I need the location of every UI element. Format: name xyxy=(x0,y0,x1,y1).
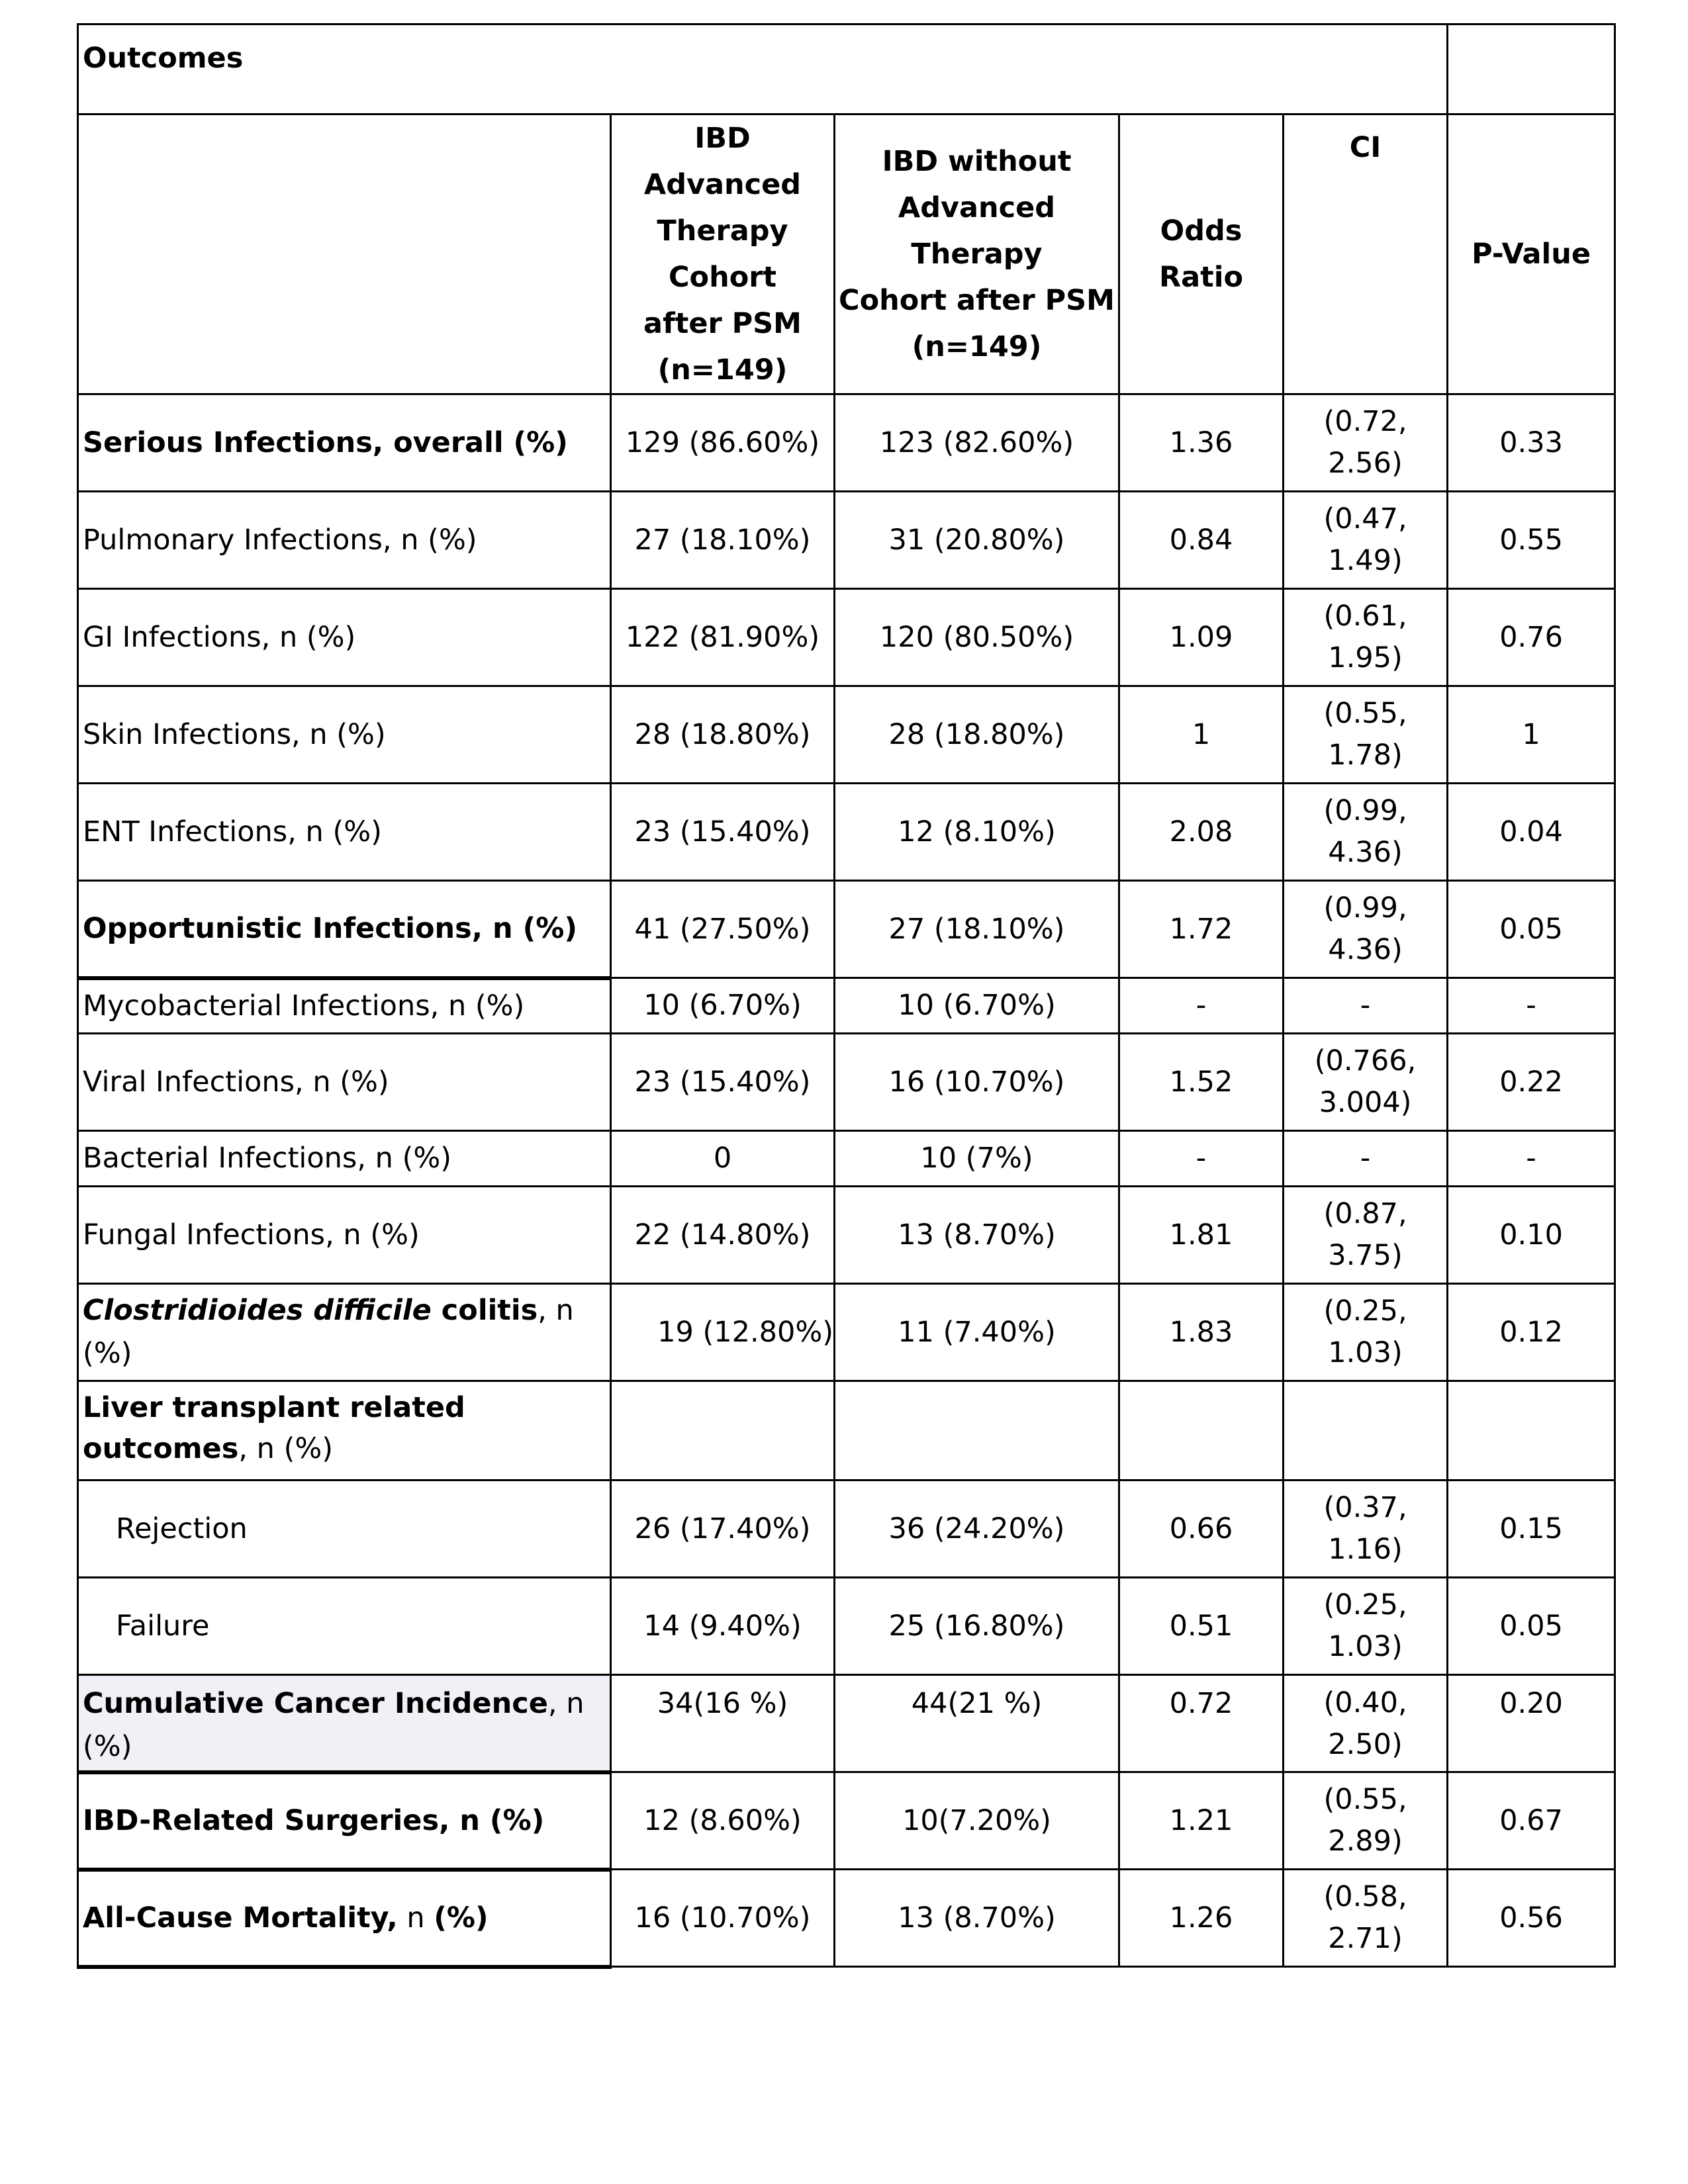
row-label-suffix: , n (%) xyxy=(83,1294,574,1370)
odds-ratio-value: 0.51 xyxy=(1119,1578,1284,1675)
row-label-text: Clostridioides difficile xyxy=(83,1294,432,1327)
ci-value xyxy=(1284,1772,1448,1870)
row-label xyxy=(78,1381,611,1480)
without-value: 44(21 %) xyxy=(835,1675,1119,1772)
p-value: 0.22 xyxy=(1448,1034,1615,1131)
outcomes-table xyxy=(77,23,1616,1969)
header-advanced-line2: Therapy Cohort xyxy=(657,214,788,294)
ci-value xyxy=(1284,1578,1448,1675)
row-label xyxy=(78,1131,611,1187)
table-row xyxy=(78,1131,1615,1187)
header-advanced-therapy xyxy=(611,114,835,394)
ci-upper: 2.50) xyxy=(1328,1728,1403,1761)
without-value: 12 (8.10%) xyxy=(835,784,1119,881)
header-without-therapy xyxy=(835,114,1119,394)
ci-lower: (0.99, xyxy=(1323,891,1407,925)
ci-value xyxy=(1284,1284,1448,1381)
odds-ratio-value: 1.83 xyxy=(1119,1284,1284,1381)
ci-lower: - xyxy=(1360,1142,1371,1175)
table-row xyxy=(78,881,1615,978)
ci-value xyxy=(1284,492,1448,589)
row-label xyxy=(78,784,611,881)
row-label-text: Skin Infections, n (%) xyxy=(83,717,386,751)
ci-value xyxy=(1284,978,1448,1034)
without-value: 13 (8.70%) xyxy=(835,1870,1119,1967)
table-row xyxy=(78,589,1615,686)
header-without-line4: (n=149) xyxy=(912,330,1042,363)
table-row xyxy=(78,1284,1615,1381)
ci-upper: 2.71) xyxy=(1328,1922,1403,1955)
ci-value xyxy=(1284,1870,1448,1967)
odds-ratio-value: 1 xyxy=(1119,686,1284,784)
advanced-value: 22 (14.80%) xyxy=(611,1187,835,1284)
p-value: - xyxy=(1448,1131,1615,1187)
row-label-suffix: , n (%) xyxy=(83,1687,585,1763)
header-without-line2: Advanced Therapy xyxy=(898,191,1056,271)
p-value: 0.20 xyxy=(1448,1675,1615,1772)
ci-lower: - xyxy=(1360,989,1371,1022)
odds-ratio-value: 1.09 xyxy=(1119,589,1284,686)
header-p-value: P-Value xyxy=(1448,114,1615,394)
odds-ratio-value: 2.08 xyxy=(1119,784,1284,881)
ci-upper: 1.49) xyxy=(1328,544,1403,577)
row-label-text: Mycobacterial Infections, n (%) xyxy=(83,989,525,1023)
row-label-text: Serious Infections, overall (%) xyxy=(83,426,568,459)
ci-value xyxy=(1284,394,1448,492)
ci-upper: 1.95) xyxy=(1328,641,1403,674)
table-row xyxy=(78,1480,1615,1578)
ci-value xyxy=(1284,686,1448,784)
ci-lower: (0.25, xyxy=(1323,1295,1407,1328)
without-value: 13 (8.70%) xyxy=(835,1187,1119,1284)
without-value xyxy=(835,1381,1119,1480)
advanced-value xyxy=(611,1381,835,1480)
header-without-line1: IBD without xyxy=(882,145,1072,178)
row-label xyxy=(78,1578,611,1675)
without-value: 10 (7%) xyxy=(835,1131,1119,1187)
ci-upper: 3.004) xyxy=(1319,1086,1412,1119)
ci-lower: (0.55, xyxy=(1323,1783,1407,1816)
row-label xyxy=(78,589,611,686)
p-value: 0.04 xyxy=(1448,784,1615,881)
row-label-text: Bacterial Infections, n (%) xyxy=(83,1142,452,1175)
p-value: 0.05 xyxy=(1448,1578,1615,1675)
p-value: 0.76 xyxy=(1448,589,1615,686)
row-label xyxy=(78,1772,611,1870)
table-title: Outcomes xyxy=(78,24,1448,114)
table-row xyxy=(78,394,1615,492)
ci-upper: 4.36) xyxy=(1328,933,1403,966)
odds-ratio-value: - xyxy=(1119,1131,1284,1187)
ci-value xyxy=(1284,784,1448,881)
without-value: 10(7.20%) xyxy=(835,1772,1119,1870)
advanced-value: 19 (12.80%) xyxy=(611,1284,835,1381)
p-value: 0.15 xyxy=(1448,1480,1615,1578)
odds-ratio-value: 0.84 xyxy=(1119,492,1284,589)
advanced-value: 10 (6.70%) xyxy=(611,978,835,1034)
header-row xyxy=(78,114,1615,394)
table-row xyxy=(78,1187,1615,1284)
advanced-value: 16 (10.70%) xyxy=(611,1870,835,1967)
ci-value xyxy=(1284,1131,1448,1187)
ci-lower: (0.61, xyxy=(1323,600,1407,633)
row-label-text: ENT Infections, n (%) xyxy=(83,815,382,848)
advanced-value: 23 (15.40%) xyxy=(611,784,835,881)
without-value: 36 (24.20%) xyxy=(835,1480,1119,1578)
ci-lower: (0.25, xyxy=(1323,1588,1407,1621)
ci-value xyxy=(1284,1034,1448,1131)
row-label-text: Pulmonary Infections, n (%) xyxy=(83,523,477,557)
table-row xyxy=(78,492,1615,589)
ci-lower: (0.55, xyxy=(1323,697,1407,730)
row-label xyxy=(78,686,611,784)
ci-lower: (0.47, xyxy=(1323,502,1407,535)
advanced-value: 23 (15.40%) xyxy=(611,1034,835,1131)
advanced-value: 27 (18.10%) xyxy=(611,492,835,589)
advanced-value: 28 (18.80%) xyxy=(611,686,835,784)
row-label-text: Rejection xyxy=(116,1512,248,1545)
odds-ratio-value: 1.26 xyxy=(1119,1870,1284,1967)
table-row xyxy=(78,1381,1615,1480)
odds-ratio-value: - xyxy=(1119,978,1284,1034)
p-value: 1 xyxy=(1448,686,1615,784)
ci-value xyxy=(1284,1187,1448,1284)
advanced-value: 122 (81.90%) xyxy=(611,589,835,686)
without-value: 10 (6.70%) xyxy=(835,978,1119,1034)
header-odds-ratio: Odds Ratio xyxy=(1119,114,1284,394)
table-title-empty-cell xyxy=(1448,24,1615,114)
without-value: 28 (18.80%) xyxy=(835,686,1119,784)
ci-value xyxy=(1284,589,1448,686)
ci-upper: 1.03) xyxy=(1328,1630,1403,1663)
ci-lower: (0.37, xyxy=(1323,1491,1407,1524)
ci-upper: 1.16) xyxy=(1328,1533,1403,1566)
table-title-row xyxy=(78,24,1615,114)
row-label-text: GI Infections, n (%) xyxy=(83,620,356,654)
row-label xyxy=(78,394,611,492)
row-label xyxy=(78,881,611,978)
odds-ratio-value: 1.72 xyxy=(1119,881,1284,978)
row-label-text: Opportunistic Infections, n (%) xyxy=(83,911,578,945)
row-label-mid: colitis xyxy=(431,1294,538,1327)
without-value: 120 (80.50%) xyxy=(835,589,1119,686)
ci-upper: 1.03) xyxy=(1328,1336,1403,1369)
ci-lower: (0.72, xyxy=(1323,405,1407,438)
p-value: 0.56 xyxy=(1448,1870,1615,1967)
row-label xyxy=(78,1870,611,1967)
p-value: - xyxy=(1448,978,1615,1034)
advanced-value: 129 (86.60%) xyxy=(611,394,835,492)
ci-lower: (0.99, xyxy=(1323,794,1407,827)
header-advanced-line4: (n=149) xyxy=(657,353,788,387)
ci-upper: 2.89) xyxy=(1328,1825,1403,1858)
ci-lower: (0.87, xyxy=(1323,1197,1407,1230)
table-row xyxy=(78,686,1615,784)
odds-ratio-value: 1.52 xyxy=(1119,1034,1284,1131)
ci-value xyxy=(1284,881,1448,978)
row-label xyxy=(78,1187,611,1284)
header-advanced-line3: after PSM xyxy=(643,307,802,340)
table-row xyxy=(78,1578,1615,1675)
table-row xyxy=(78,1870,1615,1967)
advanced-value: 26 (17.40%) xyxy=(611,1480,835,1578)
advanced-value: 34(16 %) xyxy=(611,1675,835,1772)
ci-lower: (0.766, xyxy=(1314,1044,1417,1077)
advanced-value: 12 (8.60%) xyxy=(611,1772,835,1870)
ci-value xyxy=(1284,1381,1448,1480)
header-without-line3: Cohort after PSM xyxy=(839,284,1115,317)
without-value: 123 (82.60%) xyxy=(835,394,1119,492)
ci-upper: 4.36) xyxy=(1328,836,1403,869)
advanced-value: 0 xyxy=(611,1131,835,1187)
row-label xyxy=(78,492,611,589)
p-value: 0.55 xyxy=(1448,492,1615,589)
p-value: 0.10 xyxy=(1448,1187,1615,1284)
odds-ratio-value: 1.81 xyxy=(1119,1187,1284,1284)
ci-lower: (0.40, xyxy=(1323,1686,1407,1719)
odds-ratio-value: 0.66 xyxy=(1119,1480,1284,1578)
row-label xyxy=(78,1284,611,1381)
ci-upper: 1.78) xyxy=(1328,739,1403,772)
row-label-suffix: , n (%) xyxy=(238,1432,333,1465)
ci-lower: (0.58, xyxy=(1323,1880,1407,1913)
ci-value xyxy=(1284,1480,1448,1578)
p-value: 0.12 xyxy=(1448,1284,1615,1381)
ci-value xyxy=(1284,1675,1448,1772)
row-label-text: IBD-Related Surgeries, n (%) xyxy=(83,1803,545,1837)
table-row xyxy=(78,978,1615,1034)
p-value: 0.33 xyxy=(1448,394,1615,492)
row-label-suffix: (%) xyxy=(434,1901,489,1934)
header-advanced-line1: IBD Advanced xyxy=(643,122,802,201)
row-label xyxy=(78,1034,611,1131)
row-label-text: All-Cause Mortality, xyxy=(83,1901,398,1934)
row-label-text: Liver transplant related outcomes xyxy=(83,1391,465,1465)
ci-upper: 2.56) xyxy=(1328,447,1403,480)
table-row xyxy=(78,1675,1615,1772)
ci-upper: 3.75) xyxy=(1328,1239,1403,1272)
row-label xyxy=(78,1480,611,1578)
odds-ratio-value: 0.72 xyxy=(1119,1675,1284,1772)
without-value: 27 (18.10%) xyxy=(835,881,1119,978)
header-ci: CI xyxy=(1284,114,1448,394)
table-row xyxy=(78,784,1615,881)
without-value: 31 (20.80%) xyxy=(835,492,1119,589)
without-value: 11 (7.40%) xyxy=(835,1284,1119,1381)
table-row xyxy=(78,1772,1615,1870)
without-value: 16 (10.70%) xyxy=(835,1034,1119,1131)
header-empty-cell xyxy=(78,114,611,394)
without-value: 25 (16.80%) xyxy=(835,1578,1119,1675)
advanced-value: 14 (9.40%) xyxy=(611,1578,835,1675)
row-label-mid: n xyxy=(397,1901,434,1934)
p-value: 0.67 xyxy=(1448,1772,1615,1870)
odds-ratio-value: 1.36 xyxy=(1119,394,1284,492)
row-label xyxy=(78,978,611,1034)
row-label-text: Viral Infections, n (%) xyxy=(83,1065,389,1099)
row-label-text: Fungal Infections, n (%) xyxy=(83,1218,420,1251)
odds-ratio-value: 1.21 xyxy=(1119,1772,1284,1870)
row-label-text: Failure xyxy=(116,1609,210,1643)
p-value xyxy=(1448,1381,1615,1480)
p-value: 0.05 xyxy=(1448,881,1615,978)
row-label xyxy=(78,1675,611,1772)
table-row xyxy=(78,1034,1615,1131)
advanced-value: 41 (27.50%) xyxy=(611,881,835,978)
odds-ratio-value xyxy=(1119,1381,1284,1480)
row-label-text: Cumulative Cancer Incidence xyxy=(83,1687,548,1720)
